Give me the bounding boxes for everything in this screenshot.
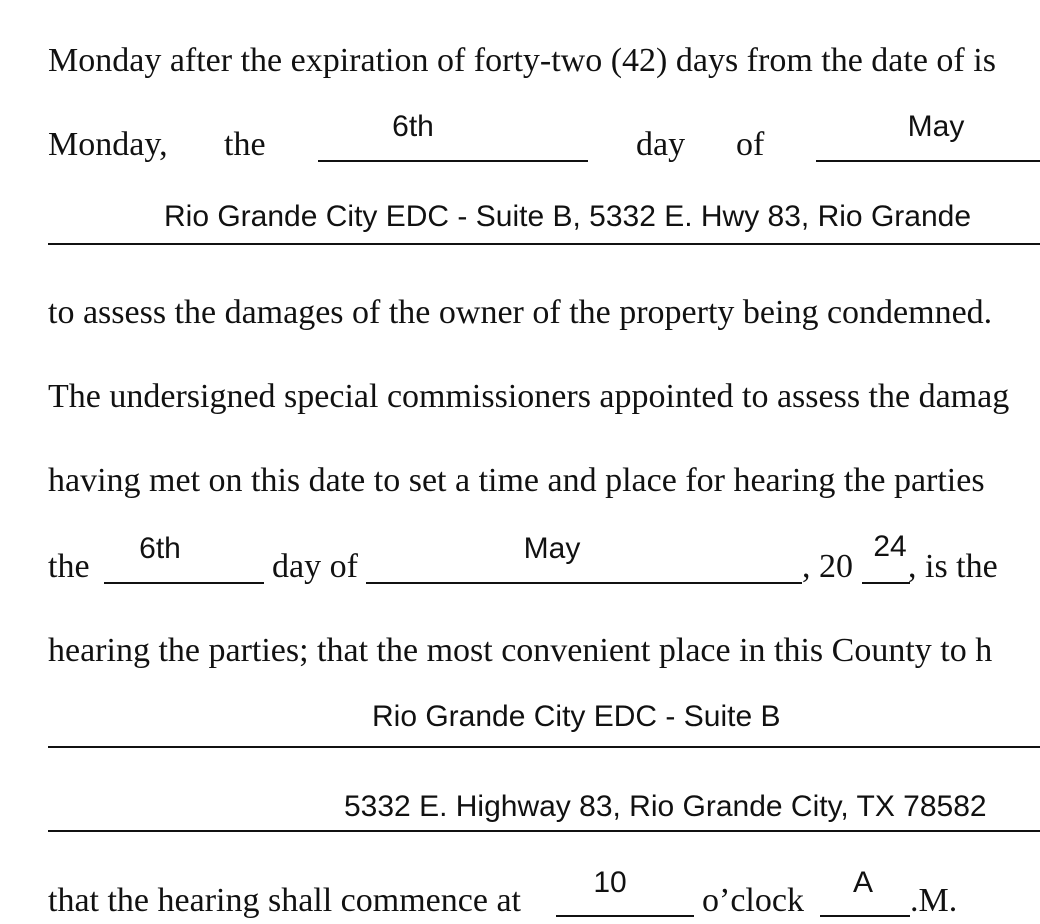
day-fill-value: 6th: [392, 110, 434, 143]
ampm-fill-value: A: [852, 866, 873, 899]
year-fill-value: 24: [873, 530, 907, 563]
month-fill-value-2: May: [523, 532, 581, 565]
word-day-of: day of: [272, 548, 358, 585]
day-fill-value-2: 6th: [139, 532, 181, 565]
word-is-the: , is the: [908, 548, 998, 585]
month-fill-value: May: [907, 110, 965, 143]
word-the: the: [224, 126, 266, 163]
text-line-4: to assess the damages of the owner of the property being condemned.: [48, 294, 993, 331]
word-day: day: [636, 126, 686, 163]
place-fill-line-1: Rio Grande City EDC - Suite B: [372, 700, 781, 733]
address-rule-line: [48, 243, 1040, 245]
place-rule-line-2: [48, 830, 1040, 832]
word-the-2: the: [48, 548, 90, 585]
text-line-6: having met on this date to set a time and place for hearing the parties: [48, 462, 985, 499]
word-comma-20: , 20: [802, 548, 853, 585]
word-of: of: [736, 126, 765, 163]
hour-fill-value: 10: [593, 866, 627, 899]
place-fill-line-2: 5332 E. Highway 83, Rio Grande City, TX 78582: [344, 790, 987, 823]
ampm-blank-line: [820, 915, 910, 917]
text-line-1: Monday after the expiration of forty-two (42) days from the date of is: [48, 42, 996, 79]
word-oclock: o’clock: [702, 882, 804, 919]
text-line-8: hearing the parties; that the most convenient place in this County to h: [48, 632, 993, 669]
hour-blank-line: [556, 915, 694, 917]
text-line-5: The undersigned special commissioners appointed to assess the damag: [48, 378, 1010, 415]
word-monday: Monday,: [48, 126, 168, 163]
hearing-address-fill: Rio Grande City EDC - Suite B, 5332 E. Hwy 83, Rio Grande: [164, 200, 972, 233]
year-blank-line: [862, 582, 910, 584]
day-blank-line: [318, 160, 588, 162]
month-blank-line: [816, 160, 1040, 162]
month-blank-line-2: [366, 582, 802, 584]
place-rule-line-1: [48, 746, 1040, 748]
commence-text: that the hearing shall commence at: [48, 882, 521, 919]
word-m: .M.: [910, 882, 958, 919]
day-blank-line-2: [104, 582, 264, 584]
